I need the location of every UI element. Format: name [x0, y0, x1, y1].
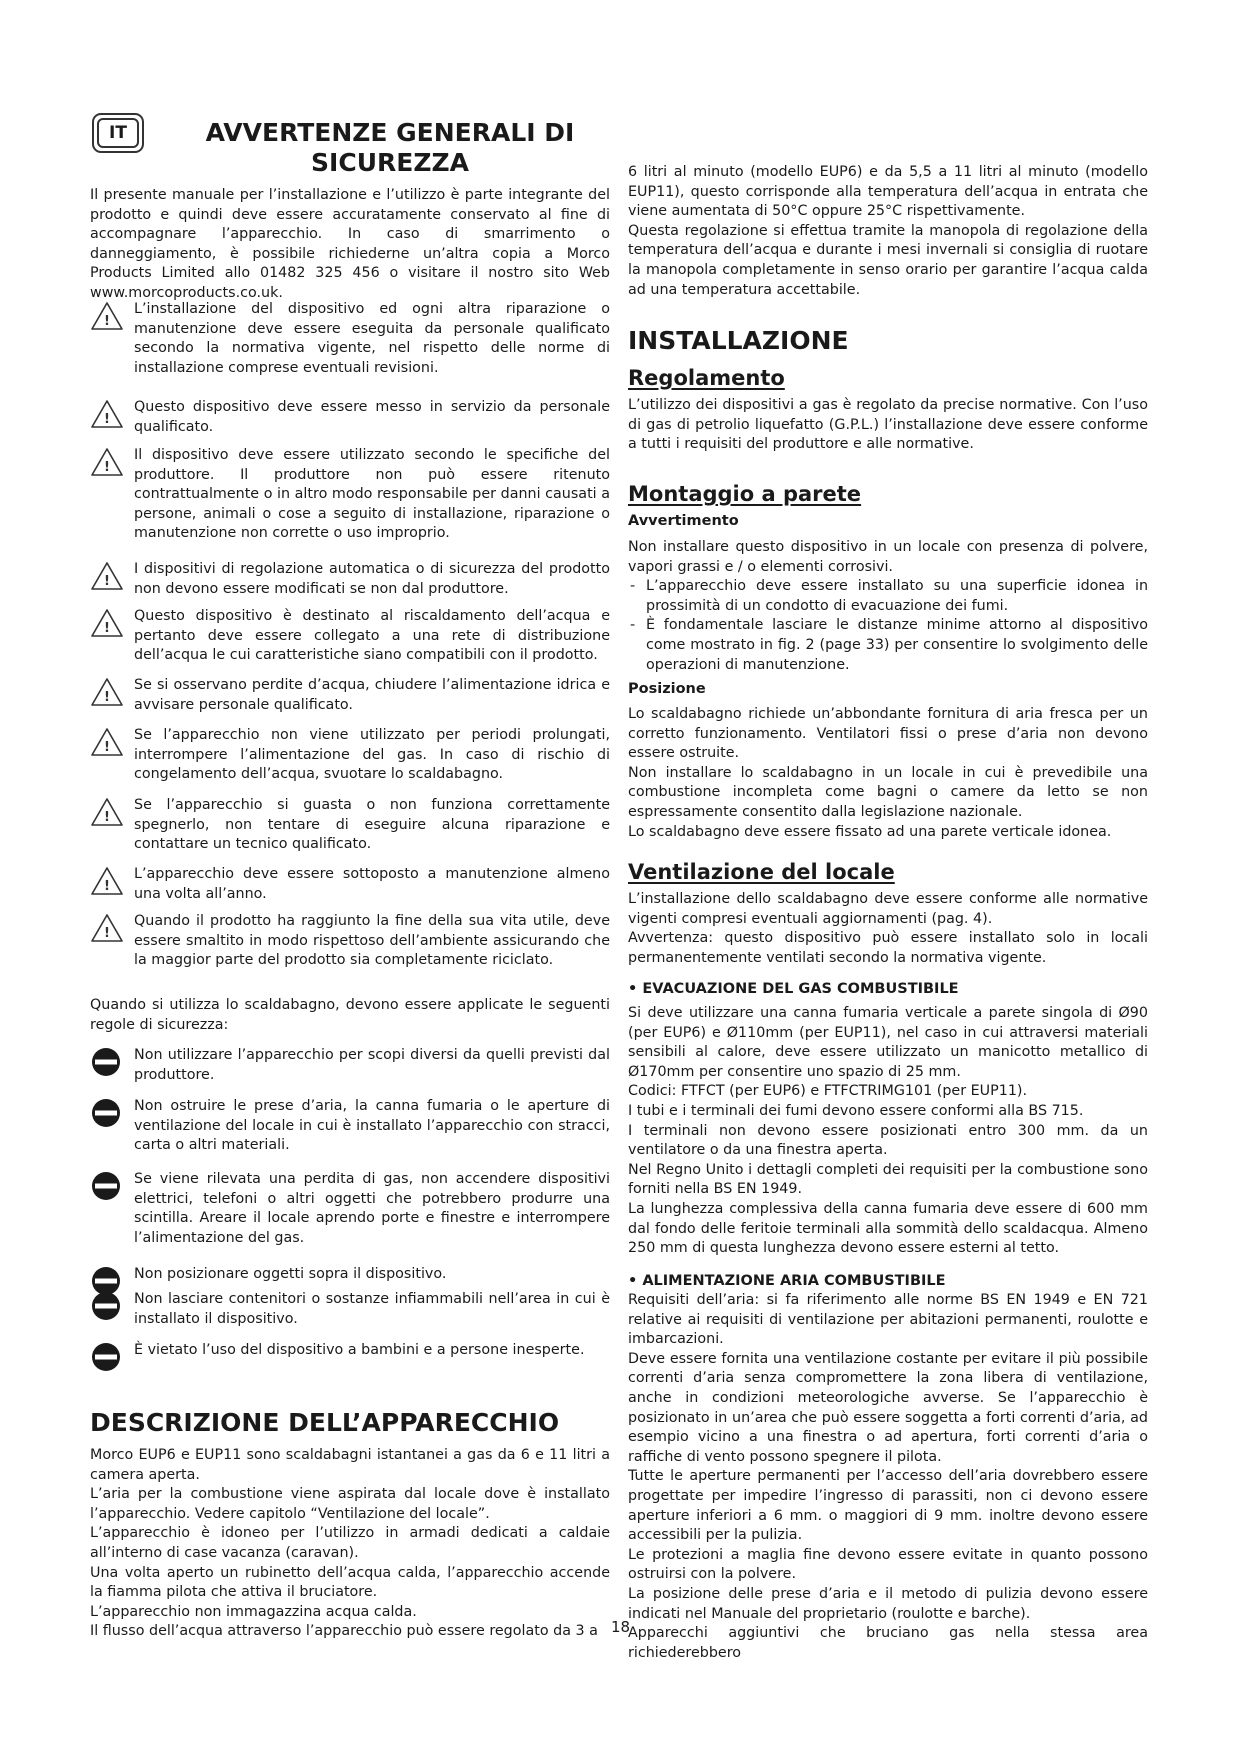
- prohibition-item: [90, 1097, 610, 1156]
- regolamento-body: [628, 396, 1148, 455]
- warning-text: L’apparecchio deve essere sottoposto a manutenzione almeno una volta all’anno.: [134, 866, 610, 902]
- warning-triangle-icon: [90, 913, 124, 943]
- regolamento-text: L’utilizzo dei dispositivi a gas è regolato da precise normative. Con l’uso di gas di petrolio liquefatto (G.P.L.) l’installazione deve essere conforme a tutti i requisiti del produttore e alle normative.: [628, 397, 1148, 453]
- prohibition-text: Non posizionare oggetti sopra il dispositivo.: [134, 1266, 447, 1282]
- warning-triangle-icon: [90, 447, 124, 477]
- warning-text: Quando il prodotto ha raggiunto la fine della sua vita utile, deve essere smaltito in modo rispettoso dell’ambiente assicurando che la maggior parte del prodotto sia completamente riciclato.: [134, 913, 610, 969]
- safety-intro-text: Il presente manuale per l’installazione e l’utilizzo è parte integrante del prodotto e quindi deve essere accuratamente conservato al fine di accompagnare l’apparecchio. In caso di smarrimento o danneggiamento, è possibile richiederne un’altra copia a Morco Products Limited allo 01482 325 456 o visitare il nostro sito Web www.morcoproducts.co.uk.: [90, 187, 610, 301]
- warning-triangle-icon: [90, 866, 124, 896]
- safety-rules-intro-text: Quando si utilizza lo scaldabagno, devono essere applicate le seguenti regole di sicurezza:: [90, 997, 610, 1033]
- prohibition-icon: [90, 1097, 122, 1129]
- warning-text: Se l’apparecchio non viene utilizzato per periodi prolungati, interrompere l’alimentazione del gas. In caso di rischio di congelamento dell’acqua, svuotare lo scaldabagno.: [134, 727, 610, 783]
- warning-item: [90, 398, 610, 437]
- warning-item: [90, 726, 610, 785]
- description-paragraph: Una volta aperto un rubinetto dell’acqua calda, l’apparecchio accende la fiamma pilota che attiva il bruciatore.: [90, 1564, 610, 1601]
- description-title: DESCRIZIONE DELL’APPARECCHIO: [90, 1408, 560, 1437]
- warning-triangle-icon: [90, 608, 124, 638]
- evacuazione-paragraph: I terminali non devono essere posizionati entro 300 mm. da un ventilatore o da una finestra aperta.: [628, 1122, 1148, 1159]
- warning-item: [90, 676, 610, 715]
- warning-text: Se si osservano perdite d’acqua, chiudere l’alimentazione idrica e avvisare personale qualificato.: [134, 677, 610, 713]
- warning-item: [90, 300, 610, 378]
- warning-triangle-icon: [90, 677, 124, 707]
- warning-triangle-icon: [90, 727, 124, 757]
- alimentazione-body: [628, 1291, 1148, 1663]
- alimentazione-paragraph: Le protezioni a maglia fine devono essere evitate in quanto possono ostruirsi con la polvere.: [628, 1546, 1148, 1583]
- warning-item: [90, 796, 610, 855]
- prohibition-icon: [90, 1170, 122, 1202]
- prohibition-item: [90, 1290, 610, 1329]
- page-number: 18: [610, 1618, 631, 1636]
- alimentazione-paragraph: Requisiti dell’aria: si fa riferimento alle norme BS EN 1949 e EN 721 relative ai requisiti di ventilazione per abitazioni permanenti, roulotte e imbarcazioni.: [628, 1292, 1148, 1348]
- alimentazione-paragraph: Deve essere fornita una ventilazione costante per evitare il più possibile correnti d’aria senza compromettere la zona libera di ventilazione, anche in condizioni meteorologiche avverse. Se l’apparecchio è posizionato in un’area che può essere soggetta a forti correnti d’aria, ad esempio vicino a una finestra o ad apertura, forti correnti d’aria o raffiche di vento possono spegnere il pilota.: [628, 1350, 1148, 1465]
- description-paragraph: L’apparecchio è idoneo per l’utilizzo in armadi dedicati a caldaie all’interno di case vacanza (caravan).: [90, 1525, 610, 1561]
- alimentazione-paragraph: Tutte le aperture permanenti per l’accesso dell’aria dovrebbero essere progettate per impedire l’ingresso di parassiti, non ci devono essere aperture inferiori a 6 mm. o maggiori di 9 mm. inoltre devono essere accessibili per la pulizia.: [628, 1468, 1148, 1544]
- prohibition-item: [90, 1046, 610, 1085]
- ventilazione-body: [628, 890, 1148, 968]
- warning-triangle-icon: [90, 797, 124, 827]
- description-paragraph: Morco EUP6 e EUP11 sono scaldabagni istantanei a gas da 6 e 11 litri a camera aperta.: [90, 1447, 610, 1483]
- evacuazione-body: [628, 1004, 1148, 1259]
- warning-text: Il dispositivo deve essere utilizzato secondo le specifiche del produttore. Il produttore non può essere ritenuto contrattualmente o in altro modo responsabile per danni causati a persone, animali o cose a seguito di installazione, riparazione o manutenzione non corrette o uso improprio.: [134, 447, 610, 542]
- prohibition-text: Non lasciare contenitori o sostanze infiammabili nell’area in cui è installato il dispositivo.: [134, 1291, 610, 1327]
- posizione-paragraph: Non installare lo scaldabagno in un locale in cui è prevedibile una combustione incompleta come bagni o camere da letto se non espressamente consentito dalla legislazione nazionale.: [628, 764, 1148, 820]
- warning-item: [90, 912, 610, 971]
- warning-text: Questo dispositivo deve essere messo in servizio da personale qualificato.: [134, 399, 610, 435]
- ventilazione-paragraph: L’installazione dello scaldabagno deve essere conforme alle normative vigenti compresi eventuali aggiornamenti (pag. 4).: [628, 891, 1148, 927]
- evacuazione-paragraph: Nel Regno Unito i dettagli completi dei requisiti per la combustione sono forniti nella BS EN 1949.: [628, 1161, 1148, 1198]
- warning-text: I dispositivi di regolazione automatica o di sicurezza del prodotto non devono essere modificati se non dal produttore.: [134, 561, 610, 597]
- safety-rules-intro: [90, 996, 610, 1035]
- alimentazione-paragraph: Apparecchi aggiuntivi che bruciano gas nella stessa area richiederebbero: [628, 1625, 1148, 1661]
- language-code: IT: [97, 118, 139, 148]
- prohibition-text: È vietato l’uso del dispositivo a bambini e a persone inesperte.: [134, 1342, 585, 1358]
- warning-text: Se l’apparecchio si guasta o non funziona correttamente spegnerlo, non tentare di eseguire alcuna riparazione e contattare un tecnico qualificato.: [134, 797, 610, 853]
- posizione-title: Posizione: [628, 681, 706, 697]
- evacuazione-paragraph: La lunghezza complessiva della canna fumaria deve essere di 600 mm dal fondo delle feritoie terminali alla sommità dello scaldacqua. Almeno 250 mm di questa lunghezza devono essere esterni al tetto.: [628, 1200, 1148, 1257]
- safety-title-line1: AVVERTENZE GENERALI DI: [205, 118, 575, 147]
- safety-intro: [90, 186, 610, 304]
- warning-triangle-icon: [90, 399, 124, 429]
- evacuazione-title: • EVACUAZIONE DEL GAS COMBUSTIBILE: [628, 981, 959, 997]
- prohibition-text: Se viene rilevata una perdita di gas, non accendere dispositivi elettrici, telefoni o altri oggetti che potrebbero produrre una scintilla. Areare il locale aprendo porte e finestre e interrompere l’alimentazione del gas.: [134, 1171, 610, 1246]
- warning-item: [90, 607, 610, 666]
- warning-text: L’installazione del dispositivo ed ogni altra riparazione o manutenzione deve essere eseguita da personale qualificato secondo la normativa vigente, nel rispetto delle norme di installazione comprese eventuali revisioni.: [134, 301, 610, 376]
- language-badge: [92, 113, 144, 153]
- montaggio-bullet: - È fondamentale lasciare le distanze minime attorno al dispositivo come mostrato in fig. 2 (page 33) per consentire lo svolgimento delle operazioni di manutenzione.: [628, 616, 1148, 675]
- ventilazione-paragraph: Avvertenza: questo dispositivo può essere installato solo in locali permanentemente ventilati secondo la normativa vigente.: [628, 930, 1148, 966]
- prohibition-icon: [90, 1046, 122, 1078]
- warning-text: Questo dispositivo è destinato al riscaldamento dell’acqua e pertanto deve essere collegato a una rete di distribuzione dell’acqua le cui caratteristiche siano compatibili con il prodotto.: [134, 608, 610, 664]
- avvertimento-text: Non installare questo dispositivo in un locale con presenza di polvere, vapori grassi e / o elementi corrosivi.: [628, 539, 1148, 575]
- posizione-body: [628, 705, 1148, 842]
- prohibition-icon: [90, 1341, 122, 1373]
- prohibition-text: Non ostruire le prese d’aria, la canna fumaria o le aperture di ventilazione del locale in cui è installato l’apparecchio con stracci, carta o altri materiali.: [134, 1098, 610, 1154]
- montaggio-title: Montaggio a parete: [628, 482, 862, 506]
- evacuazione-paragraph: I tubi e i terminali dei fumi devono essere conformi alla BS 715.: [628, 1102, 1084, 1119]
- warning-triangle-icon: [90, 301, 124, 331]
- avvertimento-body: [628, 538, 1148, 675]
- description-continued: [628, 163, 1148, 300]
- evacuazione-paragraph: Codici: FTFCT (per EUP6) e FTFCTRIMG101 (per EUP11).: [628, 1083, 1028, 1100]
- posizione-paragraph: Lo scaldabagno deve essere fissato ad una parete verticale idonea.: [628, 823, 1112, 840]
- evacuazione-paragraph: Si deve utilizzare una canna fumaria verticale a parete singola di Ø90 (per EUP6) e Ø110mm (per EUP11), nel caso in cui attraversi materiali sensibili al calore, deve essere utilizzato un manicotto metallico di Ø170mm per consentire uno spazio di 25 mm.: [628, 1005, 1148, 1080]
- description-paragraph: L’apparecchio non immagazzina acqua calda.: [90, 1603, 417, 1620]
- prohibition-item: [90, 1265, 610, 1285]
- prohibition-text: Non utilizzare l’apparecchio per scopi diversi da quelli previsti dal produttore.: [134, 1047, 610, 1083]
- description-cont-paragraph: Questa regolazione si effettua tramite la manopola di regolazione della temperatura dell’acqua e durante i mesi invernali si consiglia di ruotare la manopola completamente in senso orario per garantire l’acqua calda ad una temperatura accettabile.: [628, 222, 1148, 298]
- description-paragraph: Il flusso dell’acqua attraverso l’apparecchio può essere regolato da 3 a: [90, 1623, 598, 1640]
- warning-item: [90, 446, 610, 544]
- installation-title: INSTALLAZIONE: [628, 326, 849, 355]
- prohibition-icon: [90, 1290, 122, 1322]
- warning-triangle-icon: [90, 561, 124, 591]
- regolamento-title: Regolamento: [628, 366, 785, 390]
- montaggio-bullet: - L’apparecchio deve essere installato su una superficie idonea in prossimità di un condotto di evacuazione dei fumi.: [628, 577, 1148, 616]
- description-body: [90, 1446, 610, 1642]
- ventilazione-title: Ventilazione del locale: [628, 860, 895, 884]
- alimentazione-title: • ALIMENTAZIONE ARIA COMBUSTIBILE: [628, 1273, 946, 1289]
- description-paragraph: L’aria per la combustione viene aspirata dal locale dove è installato l’apparecchio. Vedere capitolo “Ventilazione del locale”.: [90, 1486, 610, 1522]
- safety-title-line2: SICUREZZA: [311, 148, 469, 177]
- prohibition-item: [90, 1170, 610, 1248]
- safety-title: [180, 118, 600, 178]
- alimentazione-paragraph: La posizione delle prese d’aria e il metodo di pulizia devono essere indicati nel Manuale del proprietario (roulotte e barche).: [628, 1585, 1148, 1622]
- description-cont-paragraph: 6 litri al minuto (modello EUP6) e da 5,5 a 11 litri al minuto (modello EUP11), questo corrisponde alla temperatura dell’acqua in entrata che viene aumentata di 50°C oppure 25°C rispettivamente.: [628, 164, 1148, 220]
- warning-item: [90, 560, 610, 599]
- warning-item: [90, 865, 610, 904]
- posizione-paragraph: Lo scaldabagno richiede un’abbondante fornitura di aria fresca per un corretto funzionamento. Ventilatori fissi o prese d’aria non devono essere ostruite.: [628, 706, 1148, 762]
- prohibition-item: [90, 1341, 610, 1361]
- avvertimento-title: Avvertimento: [628, 513, 739, 529]
